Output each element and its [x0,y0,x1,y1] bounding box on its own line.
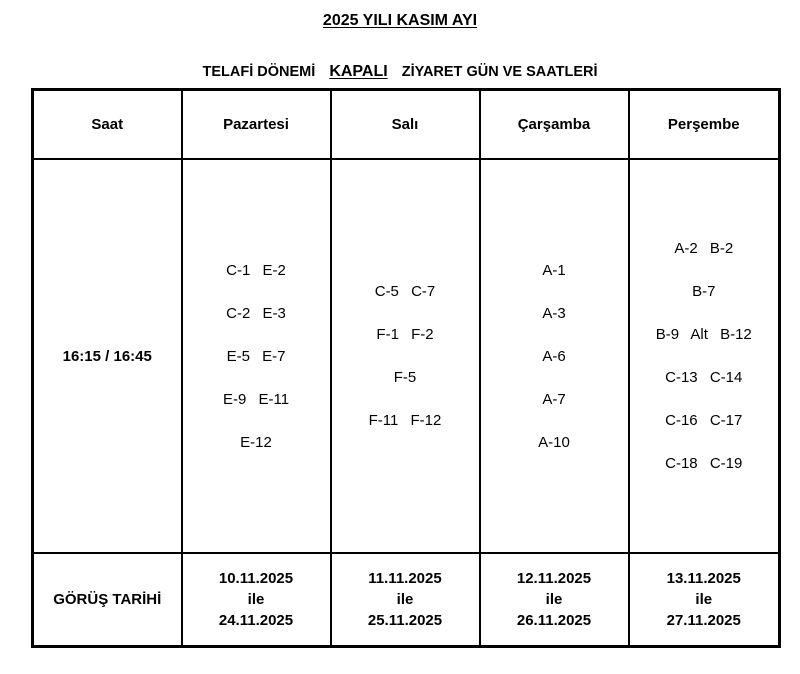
date-from: 12.11.2025 [516,570,592,588]
slots-row [33,159,780,553]
dates-row [33,553,780,646]
header-sali: Salı [331,90,480,160]
header-carsamba: Çarşamba [480,90,629,160]
slot-item: F-5 [393,369,417,387]
date-separator: ile [247,591,265,609]
slot-item: B-9 Alt B-12 [655,326,752,344]
slot-item: C-16 C-17 [665,412,743,430]
date-persembe [629,553,780,646]
slots-carsamba [480,159,629,553]
date-from: 10.11.2025 [218,570,294,588]
page-subtitle [0,63,800,81]
header-pazartesi: Pazartesi [182,90,331,160]
slot-item: E-12 [240,433,272,451]
slot-item: B-7 [692,283,716,301]
time-cell: 16:15 / 16:45 [33,159,182,553]
slots-sali [331,159,480,553]
slot-item: C-2 E-3 [226,304,286,322]
slot-item: F-11 F-12 [368,412,442,430]
date-to: 24.11.2025 [218,612,294,630]
date-from: 13.11.2025 [666,570,741,588]
slot-item: C-5 C-7 [374,283,436,301]
slot-item: A-1 [542,261,566,279]
slot-item: A-6 [542,347,566,365]
slot-item: A-7 [542,390,566,408]
slot-item: C-18 C-19 [665,455,743,473]
date-to: 25.11.2025 [367,612,443,630]
date-separator: ile [695,591,713,609]
slot-item: E-5 E-7 [226,347,286,365]
slots-pazartesi [182,159,331,553]
slot-item: C-1 E-2 [226,261,286,279]
slot-item: E-9 E-11 [222,390,290,408]
date-from: 11.11.2025 [368,570,442,588]
date-pazartesi [182,553,331,646]
date-sali [331,553,480,646]
slots-persembe [629,159,780,553]
subtitle-highlight: KAPALI [329,63,388,80]
header-saat: Saat [33,90,182,160]
slot-item: A-10 [538,433,570,451]
date-carsamba [480,553,629,646]
page-title: 2025 YILI KASIM AYI [322,12,478,29]
date-to: 27.11.2025 [666,612,741,630]
date-label-cell: GÖRÜŞ TARİHİ [33,553,182,646]
subtitle-part1: TELAFİ DÖNEMİ [202,64,316,80]
slot-item: A-2 B-2 [674,240,734,258]
date-separator: ile [396,591,414,609]
slot-item: A-3 [542,304,566,322]
date-to: 26.11.2025 [516,612,592,630]
visit-schedule-table [31,88,781,648]
slot-item: C-13 C-14 [665,369,743,387]
header-persembe: Perşembe [629,90,780,160]
slot-item: F-1 F-2 [376,326,434,344]
date-separator: ile [545,591,563,609]
header-row [33,90,780,160]
subtitle-part2: ZİYARET GÜN VE SAATLERİ [401,64,598,80]
